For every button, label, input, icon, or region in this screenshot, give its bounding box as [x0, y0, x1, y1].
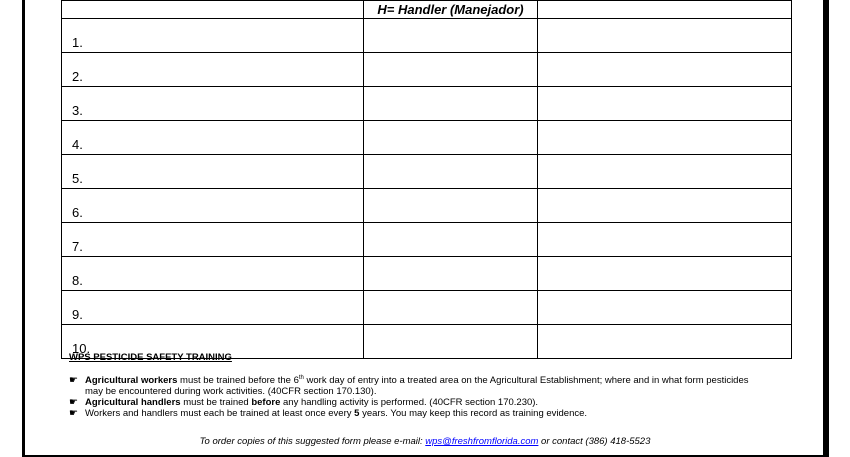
order-copies-line: To order copies of this suggested form please e-mail: wps@freshfromflorida.com or contact (386) 418-5523 [199, 436, 651, 447]
row-number-cell[interactable]: 5. [62, 155, 364, 189]
row-number-cell[interactable]: 9. [62, 291, 364, 325]
signature-cell[interactable] [538, 19, 792, 53]
row-number-cell[interactable]: 10. [62, 325, 364, 359]
row-number-cell[interactable]: 6. [62, 189, 364, 223]
signature-cell[interactable] [538, 223, 792, 257]
note-item-workers-cont: may be encountered during work activities. (40CFR section 170.130). [85, 386, 377, 397]
table-row [62, 257, 792, 291]
row-number-cell[interactable]: 3. [62, 87, 364, 121]
handler-header: H= Handler (Manejador) [377, 2, 524, 17]
table-row [62, 87, 792, 121]
page-border-right [823, 0, 829, 457]
handler-cell[interactable] [364, 189, 538, 223]
table-body [62, 19, 792, 359]
table-header-row [62, 1, 792, 19]
signature-cell[interactable] [538, 53, 792, 87]
page-border-left [22, 0, 25, 457]
table-row [62, 19, 792, 53]
row-number-cell[interactable]: 2. [62, 53, 364, 87]
row-number-cell[interactable]: 4. [62, 121, 364, 155]
email-link[interactable]: wps@freshfromflorida.com [425, 436, 539, 447]
note-item-handlers: ☛ Agricultural handlers must be trained before any handling activity is performed. (40CFR section 170.230). [69, 397, 539, 408]
handler-cell[interactable] [364, 155, 538, 189]
handler-cell[interactable] [364, 87, 538, 121]
header-cell-empty [62, 1, 364, 19]
row-number-cell[interactable]: 1. [62, 19, 364, 53]
note-item-frequency: ☛ Workers and handlers must each be trained at least once every 5 years. You may keep this record as training evidence. [69, 408, 588, 419]
signature-cell[interactable] [538, 291, 792, 325]
pointing-hand-icon: ☛ [69, 397, 78, 408]
note-item-workers: ☛ Agricultural workers must be trained before the 6th work day of entry into a treated area on the Agricultural Establishment; where and in what form pesticides may be encountered during work activities. (40CFR section 170.130). [69, 375, 809, 397]
header-cell-empty [538, 1, 792, 19]
signature-cell[interactable] [538, 121, 792, 155]
table-row [62, 189, 792, 223]
table-row [62, 121, 792, 155]
training-roster-table [61, 0, 792, 359]
signature-cell[interactable] [538, 257, 792, 291]
signature-cell[interactable] [538, 189, 792, 223]
signature-cell[interactable] [538, 155, 792, 189]
table-row [62, 223, 792, 257]
handler-cell[interactable] [364, 223, 538, 257]
safety-training-notes [69, 352, 809, 419]
handler-cell[interactable] [364, 257, 538, 291]
header-cell-handler [364, 1, 538, 19]
pointing-hand-icon: ☛ [69, 375, 78, 386]
handler-cell[interactable] [364, 291, 538, 325]
notes-title: WPS PESTICIDE SAFETY TRAINING [69, 352, 232, 363]
table-row [62, 155, 792, 189]
table-row [62, 53, 792, 87]
signature-cell[interactable] [538, 87, 792, 121]
row-number-cell[interactable]: 7. [62, 223, 364, 257]
pointing-hand-icon: ☛ [69, 408, 78, 419]
handler-cell[interactable] [364, 19, 538, 53]
row-number-cell[interactable]: 8. [62, 257, 364, 291]
handler-cell[interactable] [364, 53, 538, 87]
handler-cell[interactable] [364, 121, 538, 155]
table-row [62, 291, 792, 325]
